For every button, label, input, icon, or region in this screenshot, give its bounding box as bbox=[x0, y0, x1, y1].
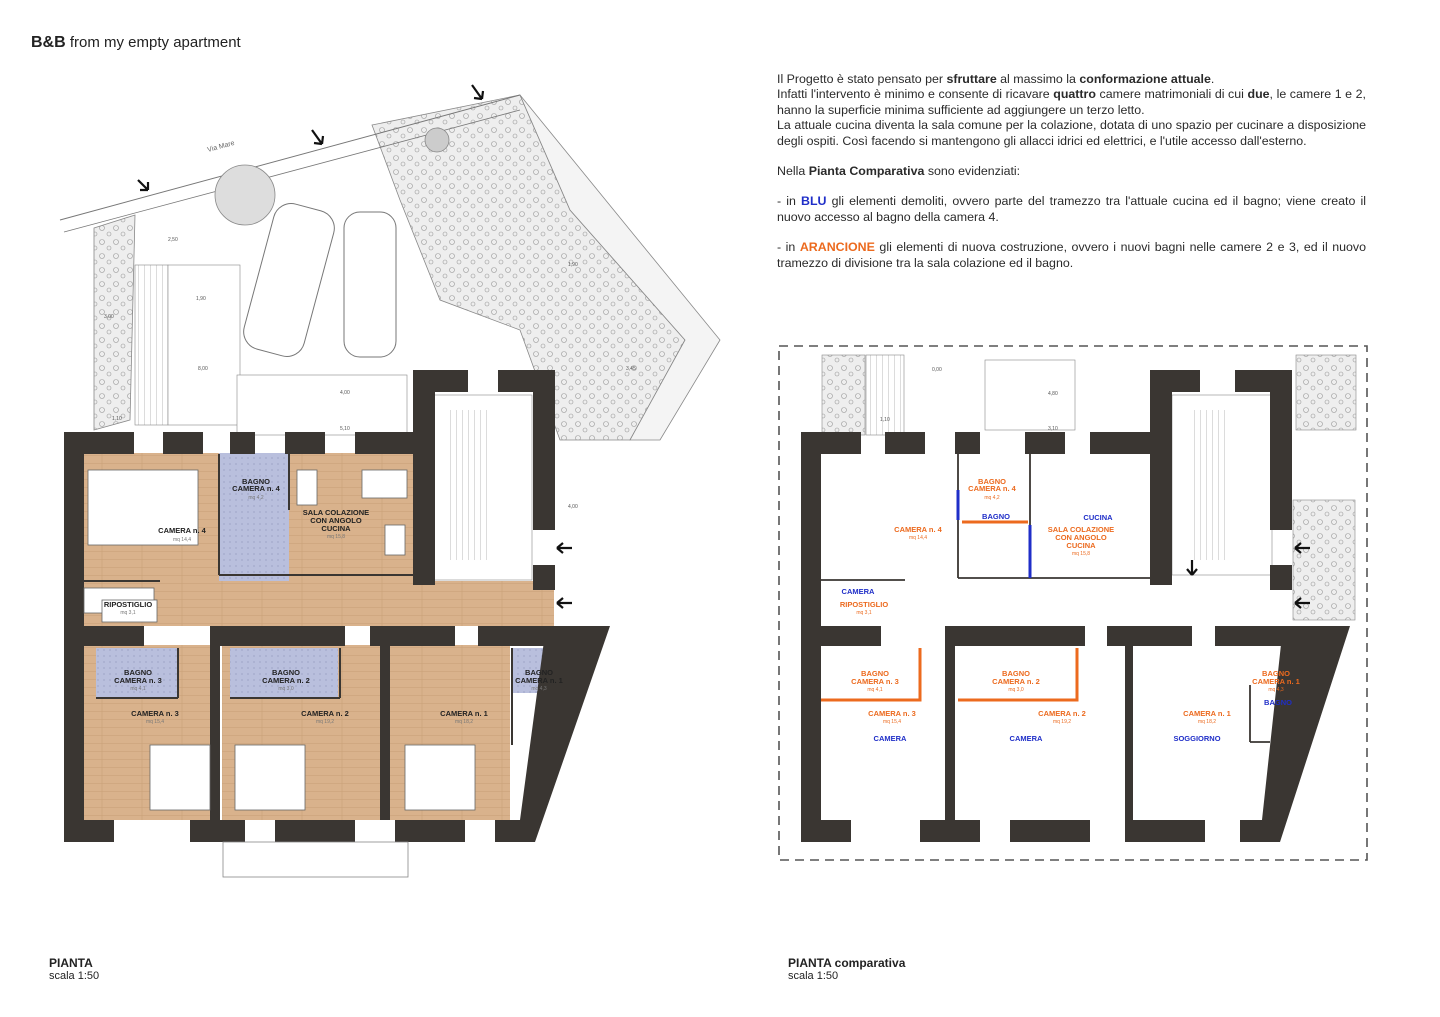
balcony bbox=[223, 842, 408, 877]
paragraph-3: - in BLU gli elementi demoliti, ovvero parte del tramezzo tra l'attuale cucina ed il bagno; viene creato il nuovo accesso al bagno della camera 4. bbox=[777, 194, 1367, 224]
dimension-label: 5,10 bbox=[340, 426, 350, 432]
room-area: mq 4,1 bbox=[130, 686, 146, 692]
room-area: mq 4,2 bbox=[984, 495, 1000, 501]
room-label: SOGGIORNO bbox=[1173, 734, 1221, 743]
room-area: mq 3,1 bbox=[856, 610, 872, 616]
floor-bagno-4 bbox=[219, 453, 289, 581]
arrow-icon bbox=[312, 130, 323, 144]
bed bbox=[235, 745, 305, 810]
dimension-label: 1,10 bbox=[880, 417, 890, 423]
dimension-label: 3,10 bbox=[1048, 426, 1058, 432]
room-label: BAGNO bbox=[1002, 669, 1030, 678]
table bbox=[385, 525, 405, 555]
room-label: CAMERA n. 2 bbox=[992, 677, 1040, 686]
room-label: CUCINA bbox=[1066, 541, 1096, 550]
room-label: BAGNO bbox=[1264, 698, 1292, 707]
interior-stairs bbox=[1190, 410, 1230, 560]
dimension-label: 2,50 bbox=[168, 237, 178, 243]
room-area: mq 4,3 bbox=[1268, 687, 1284, 693]
dimension-label: 1,90 bbox=[196, 296, 206, 302]
room-label: BAGNO bbox=[272, 668, 300, 677]
room-label: CON ANGOLO bbox=[310, 516, 362, 525]
left-plan bbox=[60, 85, 720, 877]
paragraph-2: Nella Pianta Comparativa sono evidenziati: bbox=[777, 164, 1021, 179]
room-label: CAMERA n. 3 bbox=[868, 709, 916, 718]
table bbox=[297, 470, 317, 505]
room-label: BAGNO bbox=[124, 668, 152, 677]
room-label: CAMERA n. 2 bbox=[301, 709, 349, 718]
dimension-label: 4,80 bbox=[1048, 391, 1058, 397]
right-plan bbox=[779, 346, 1367, 860]
room-area: mq 19,2 bbox=[315, 719, 335, 725]
car-2 bbox=[344, 212, 396, 357]
room-area: mq 19,2 bbox=[1052, 719, 1072, 725]
arrow-icon bbox=[557, 543, 572, 553]
room-label: CAMERA n. 1 bbox=[515, 676, 563, 685]
dimension-label: 1,90 bbox=[568, 262, 578, 268]
room-label: CAMERA n. 2 bbox=[262, 676, 310, 685]
room-label: BAGNO bbox=[861, 669, 889, 678]
room-label: BAGNO bbox=[525, 668, 553, 677]
right-plan-caption bbox=[788, 956, 905, 982]
exterior-stairs bbox=[135, 265, 168, 425]
header-subtitle: from my empty apartment bbox=[69, 34, 241, 51]
room-label: CAMERA n. 2 bbox=[1038, 709, 1086, 718]
room-label: BAGNO bbox=[982, 512, 1010, 521]
room-label: CAMERA n. 4 bbox=[158, 526, 206, 535]
left-plan-scale: scala 1:50 bbox=[49, 970, 100, 982]
room-label: CUCINA bbox=[321, 524, 351, 533]
room-label: CAMERA n. 4 bbox=[894, 525, 942, 534]
room-label: BAGNO bbox=[978, 477, 1006, 486]
room-label: RIPOSTIGLIO bbox=[839, 600, 889, 609]
room-label: CAMERA bbox=[1009, 734, 1043, 743]
room-label: RIPOSTIGLIO bbox=[103, 600, 153, 609]
room-area: mq 15,4 bbox=[882, 719, 902, 725]
bed bbox=[405, 745, 475, 810]
dimension-label: 0,00 bbox=[932, 367, 942, 373]
table bbox=[362, 470, 407, 498]
room-label: BAGNO bbox=[242, 477, 270, 486]
dimension-label: 8,00 bbox=[198, 366, 208, 372]
demolished-elements bbox=[958, 490, 1030, 578]
dimension-label: 1,10 bbox=[112, 416, 122, 422]
room-area: mq 15,4 bbox=[145, 719, 165, 725]
room-area: mq 4,1 bbox=[867, 687, 883, 693]
room-label: SALA COLAZIONE bbox=[302, 508, 370, 517]
room-area: mq 3,0 bbox=[278, 686, 294, 692]
street-label: Via Mare bbox=[206, 139, 236, 154]
room-area: mq 4,2 bbox=[248, 495, 264, 501]
right-plan-scale: scala 1:50 bbox=[788, 970, 839, 982]
arrow-icon bbox=[557, 598, 572, 608]
bed bbox=[150, 745, 210, 810]
room-area: mq 3,0 bbox=[1008, 687, 1024, 693]
room-label: CAMERA n. 1 bbox=[440, 709, 488, 718]
room-label: CON ANGOLO bbox=[1055, 533, 1107, 542]
room-area: mq 18,2 bbox=[1197, 719, 1217, 725]
room-label: CAMERA bbox=[841, 587, 875, 596]
arrow-icon bbox=[472, 85, 483, 99]
left-plan-title: PIANTA bbox=[49, 956, 93, 970]
room-label: CAMERA n. 1 bbox=[1183, 709, 1231, 718]
room-label: CAMERA n. 4 bbox=[968, 484, 1016, 493]
room-label: CAMERA bbox=[873, 734, 907, 743]
interior-stairs bbox=[448, 410, 488, 560]
room-area: mq 4,3 bbox=[531, 686, 547, 692]
room-label: BAGNO bbox=[1262, 669, 1290, 678]
room-area: mq 15,8 bbox=[1071, 551, 1091, 557]
room-label: CAMERA n. 3 bbox=[131, 709, 179, 718]
room-label: CAMERA n. 1 bbox=[1252, 677, 1300, 686]
room-label: SALA COLAZIONE bbox=[1047, 525, 1115, 534]
right-plan-title: PIANTA comparativa bbox=[788, 956, 906, 970]
paragraph-4: - in ARANCIONE gli elementi di nuova costruzione, ovvero i nuovi bagni nelle camere 2 e 3, ed il nuovo tramezzo di divisione tra la sala colazione ed il bagno. bbox=[777, 240, 1366, 270]
tree bbox=[215, 165, 275, 225]
dimension-label: 3,00 bbox=[104, 314, 114, 320]
room-area: mq 15,8 bbox=[326, 534, 346, 540]
dimension-label: 3,45 bbox=[626, 366, 636, 372]
left-plan-caption bbox=[49, 956, 99, 982]
room-area: mq 18,2 bbox=[454, 719, 474, 725]
room-label: CUCINA bbox=[1083, 513, 1113, 522]
tree bbox=[425, 128, 449, 152]
room-area: mq 14,4 bbox=[908, 535, 928, 541]
arrow-icon bbox=[138, 180, 148, 190]
room-area: mq 14,4 bbox=[172, 537, 192, 543]
dimension-label: 4,00 bbox=[568, 504, 578, 510]
paragraph-1: Il Progetto è stato pensato per sfruttare al massimo la conformazione attuale. Infatti l'intervento è minimo e consente di ricavare quattro camere matrimoniali di cui due, le camere 1 e 2, hanno la superficie minima sufficiente ad aggiungere un terzo letto. La attuale cucina diventa la sala comune per la colazione, dotata di uno spazio per cucinare a disposizione degli ospiti. Così facendo si mantengono gli allacci idrici ed elettrici, e l'utile accesso dall'esterno. bbox=[777, 72, 1367, 148]
room-area: mq 3,1 bbox=[120, 610, 136, 616]
room-label: CAMERA n. 3 bbox=[114, 676, 162, 685]
room-label: CAMERA n. 3 bbox=[851, 677, 899, 686]
dimension-label: 4,00 bbox=[340, 390, 350, 396]
room-label: CAMERA n. 4 bbox=[232, 484, 280, 493]
header-brand: B&B bbox=[31, 34, 66, 51]
